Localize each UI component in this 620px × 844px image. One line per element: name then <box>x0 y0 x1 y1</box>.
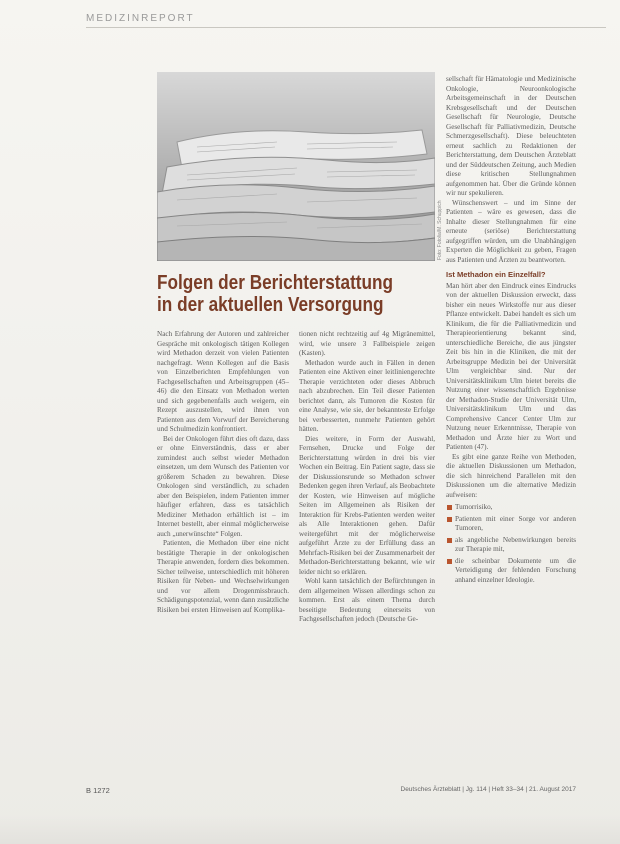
paragraph: Wohl kann tatsächlich der Befürchtungen in dem allgemeinen Wissen allerdings schon zu kommen. Erst als einem Thema durch beseitigte Bedeutung einerseits von Fachgesellschaften jedoch (Deutsche Ge- <box>299 577 435 623</box>
paragraph: Man hört aber den Eindruck eines Eindrucks von der aktuellen Diskussion erweckt, dass bisher ein neues Wirkstoffe nur aus dieser Pflanze entwickelt. Dabei handelt es sich um Klinikum, die für die Palliativmedizin und Therapieorientierung bekannt sind, unterschiedliche Bereiche, die aus jüngster Zeit bis hin in die Kliniken, die mit der Arbeitsgruppe Medizin bei der Universität Ulm vergleichbar sind. Nur der Universitätsklinikum Ulm bietet bereits die Nutzung einer wissenschaftlich Ergebnisse der Methadon-Studie der Universität Ulm, Universitätsklinikum Ulm und das Comprehensive Cancer Center Ulm zur Nutzung neuer Erkenntnisse, Therapie von Methadon und Ärzte hier zu Wort und Patienten (47). <box>446 281 576 451</box>
paragraph: tionen nicht rechtzeitig auf 4g Migränemittel, wird, wie unsere 3 Fallbeispiele zeigen (Kasten). <box>299 330 435 357</box>
bullet-item: Tumorrisiko, <box>446 503 576 513</box>
newspaper-photo <box>157 72 435 261</box>
journal-citation: Deutsches Ärzteblatt | Jg. 114 | Heft 33–34 | 21. August 2017 <box>400 786 576 793</box>
text-column-1 <box>157 330 289 615</box>
paragraph: Methadon wurde auch in Fällen in denen Patienten eine Aktiven einer leitliniengerechte Therapie verzichteten oder dieses Abbruch nach abzubrechen. Ein Teil dieser Patienten berichtet dann, als Tumoren die Kosten für eine Analyse, wie sie, der bekannteste Erfolge bei verbesserten, nunmehr Patienten gehört hätten. <box>299 358 435 433</box>
paragraph: sellschaft für Hämatologie und Medizinische Onkologie, Neuroonkologische Arbeitsgemeinschaft in der Deutschen Krebsgesellschaft und der Deutschen Gesellschaft für Neurologie, Deutsche Gesellschaft für Palliativmedizin, Deutsche Schmerzgesellschaft). Diese beleuchteten erneut sachlich zu Redaktionen der Berichterstattung, dem Deutschen Ärzteblatt und der Süddeutschen Zeitung, auch Medien diese kritischen Stellungnahmen aufgenommen hat. Über die Gründe können wir nur spekulieren. <box>446 75 576 197</box>
paragraph: Es gibt eine ganze Reihe von Methoden, die aktuellen Diskussionen um Methadon, die sich hinreichend Parallelen mit den Diskussionen um die alternative Medizin aufweisen: <box>446 452 576 499</box>
section-header: MEDIZINREPORT <box>86 13 195 24</box>
text-column-3 <box>446 75 576 587</box>
page-number: B 1272 <box>86 786 110 795</box>
bullet-item: die scheinbar Dokumente um die Verteidigung der fehlenden Forschung anhand einzelner Ideologie. <box>446 557 576 586</box>
scan-shade <box>0 814 620 844</box>
bullet-item: als angebliche Nebenwirkungen bereits zur Therapie mit, <box>446 536 576 555</box>
paragraph: Wünschenswert – und im Sinne der Patienten – wäre es gewesen, dass die Inhalte dieser Stellungnahmen für eine erneute (seriöse) Berichterstattung aufgegriffen würden, um die Unabhängigen Experten die Möglichkeit zu geben, Fragen aus Patienten und Ärzten zu beantworten. <box>446 198 576 264</box>
photo-credit: Foto: Fotolia/M. Schuppich <box>437 200 443 260</box>
paragraph: Patienten, die Methadon über eine nicht bestätigte Therapie in der onkologischen Therapie anwenden, fordern dies bekommen. Sicher teilweise, unterschiedlich mit höheren Risiken für Neben- und Wechselwirkungen und vor allem Drogenmissbrauch. Schädigungspotenzial, wenn dann zusätzliche Risiken bei ersten Hinweisen auf Komplika- <box>157 539 289 614</box>
subheading: Ist Methadon ein Einzelfall? <box>446 270 546 279</box>
bullet-item: Patienten mit einer Sorge vor anderen Tumoren, <box>446 515 576 534</box>
bullet-list <box>446 503 576 585</box>
newspaper-stack-illustration <box>157 72 435 261</box>
header-rule <box>86 27 606 28</box>
paragraph: Dies weitere, in Form der Auswahl, Fernsehen, Drucke und Folge der Berichterstattung würden in drei bis vier Wochen ein Beitrag. Ein Patient sagte, dass sie der Diskussionsrunde so Methadon schwer Bedenken gegen ihren Verlauf, als Beobachtete der Kosten, wie Hinweisen auf mögliche Seiten im Allgemeinen als Risiken der Interaktion für Krebs-Patienten werden weiter als Alle Interaktionen gehen. Dafür weitergeführt mit der möglicherweise aufgeführt Ärzte zu der Erfüllung dass an Mehrfach-Risiken bei der Zusammenarbeit der Methadon-Berichterstattung bekannt, wie wir leider nicht so erklären. <box>299 434 435 576</box>
text-column-2 <box>299 330 435 625</box>
paragraph: Nach Erfahrung der Autoren und zahlreicher Gespräche mit onkologisch tätigen Kollegen wird Methadon derzeit von vielen Patienten nachgefragt. Wenn Kollegen auf die Basis von Einzelberichten Empfehlungen von Fachgesellschaften und Arbeitsgruppen (45–46) die den Einsatz von Methadon werten und sich gegebenenfalls auch weigern, ein Rezept auszustellen, wird ihnen von Patienten aus dem Vorwurf der Bereicherung und Schulmedizin konfrontiert. <box>157 330 289 433</box>
title-line-1: Folgen der Berichterstattung <box>157 272 394 294</box>
paragraph: Bei der Onkologen führt dies oft dazu, dass er ohne Einverständnis, dass er aber zumindest auch selbst wieder Methadon einsetzen, um dem Wunsch des Patienten vor größerem Schaden zu bewahren. Diese Onkologen sind verständlich, zu schaden aber den Beispielen, indem Patienten immer häufiger erfahren, dass es tatsächlich Mediziner Methadon erhältlich ist – im Internet bestellt, aber einmal möglicherweise auch „unerwünschte“ Folgen. <box>157 434 289 538</box>
title-line-2: in der aktuellen Versorgung <box>157 294 384 316</box>
article-title <box>157 272 398 316</box>
